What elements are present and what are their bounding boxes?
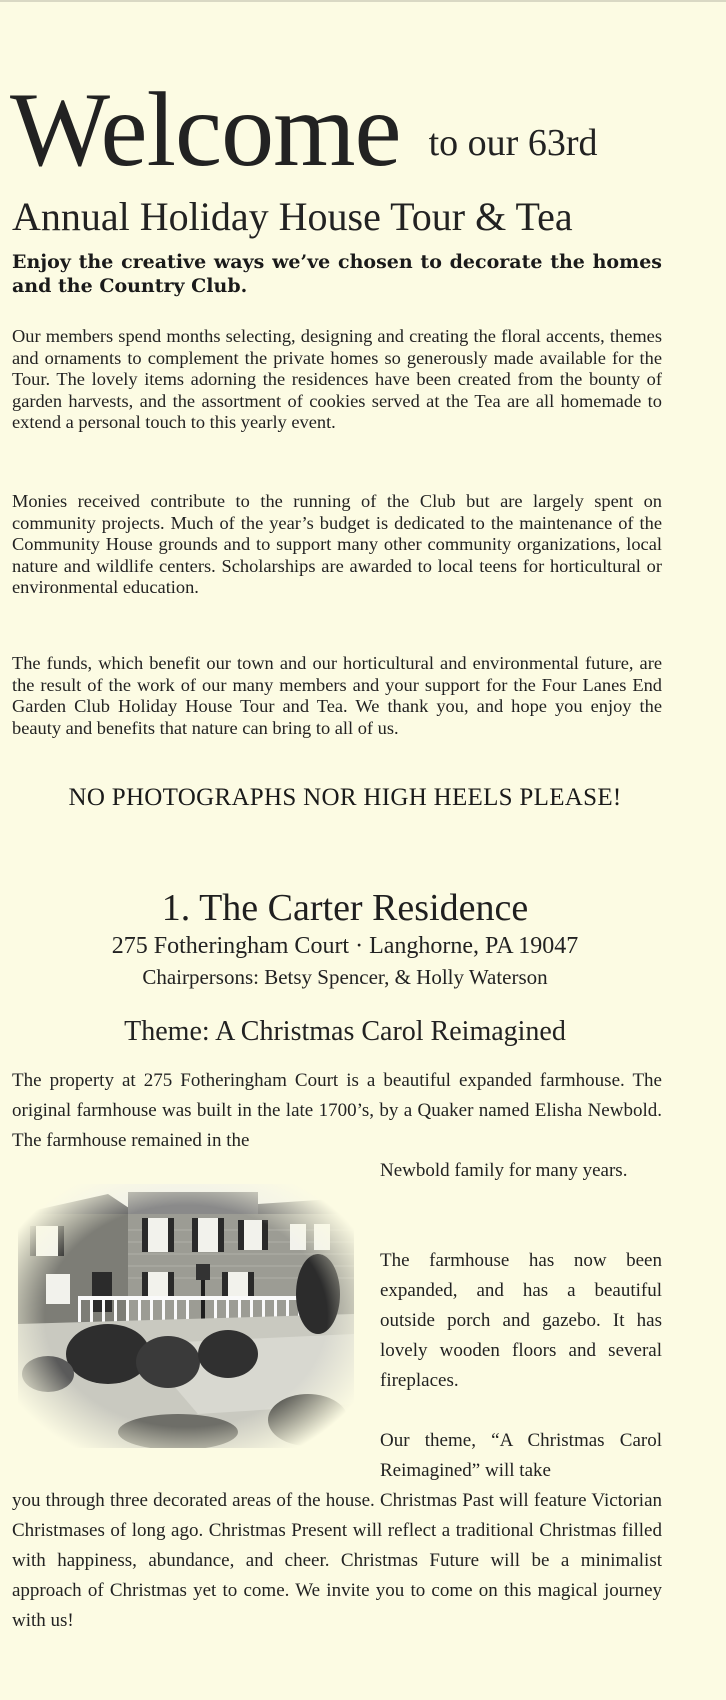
residence-text-bottom: you through three decorated areas of the house. Christmas Past will feature Victorian Christmases of long ago. Christmas Present will reflect a traditional Christmas filled with happiness, abundance, and cheer. Christmas Future will be a minimalist approach of Christmas yet to come. We invite you to come on this magical journey with us! bbox=[12, 1490, 662, 1631]
residence-address: 275 Fotheringham Court · Langhorne, PA 19047 bbox=[111, 933, 579, 959]
welcome-word: Welcome bbox=[10, 71, 401, 188]
residence-text-right-1: Newbold family for many years. bbox=[380, 1160, 628, 1181]
intro-lead: Enjoy the creative ways we’ve chosen to decorate the homes and the Country Club. bbox=[12, 251, 662, 297]
notice-banner: NO PHOTOGRAPHS NOR HIGH HEELS PLEASE! bbox=[68, 784, 622, 811]
residence-text-right-2: The farmhouse has now been expanded, and has a beautiful outside porch and gazebo. It has lovely wooden floors and several fireplaces. bbox=[380, 1250, 662, 1391]
welcome-subtitle: to our 63rd bbox=[428, 122, 598, 164]
welcome-heading bbox=[10, 71, 598, 188]
intro-paragraph-3: The funds, which benefit our town and our horticultural and environmental future, are the result of the work of our many members and your support for the Four Lanes End Garden Club Holiday House Tour and Tea. We thank you, and hope you enjoy the beauty and benefits that nature can bring to all of us. bbox=[12, 653, 662, 738]
event-title: Annual Holiday House Tour & Tea bbox=[12, 194, 573, 239]
residence-title: 1. The Carter Residence bbox=[161, 887, 529, 929]
intro-paragraph-2: Monies received contribute to the running of the Club but are largely spent on community projects. Much of the year’s budget is dedicated to the maintenance of the Community House grounds and to support many other community organizations, local nature and wildlife centers. Scholarships are awarded to local teens for horticultural or environmental education. bbox=[12, 491, 662, 598]
residence-theme: Theme: A Christmas Carol Reimagined bbox=[124, 1016, 566, 1047]
intro-paragraph-1: Our members spend months selecting, designing and creating the floral accents, themes and ornaments to complement the private homes so generously made available for the Tour. The lovely items adorning the residences have been created from the bounty of garden harvests, and the assortment of cookies served at the Tea are all homemade to extend a personal touch to this yearly event. bbox=[12, 326, 662, 433]
house-photo bbox=[18, 1184, 354, 1448]
residence-chairpersons: Chairpersons: Betsy Spencer, & Holly Waterson bbox=[142, 965, 548, 989]
residence-text-top: The property at 275 Fotheringham Court is a beautiful expanded farmhouse. The original farmhouse was built in the late 1700’s, by a Quaker named Elisha Newbold. The farmhouse remained in the bbox=[12, 1070, 662, 1151]
residence-text-right-3: Our theme, “A Christmas Carol Reimagined” will take bbox=[380, 1430, 662, 1481]
